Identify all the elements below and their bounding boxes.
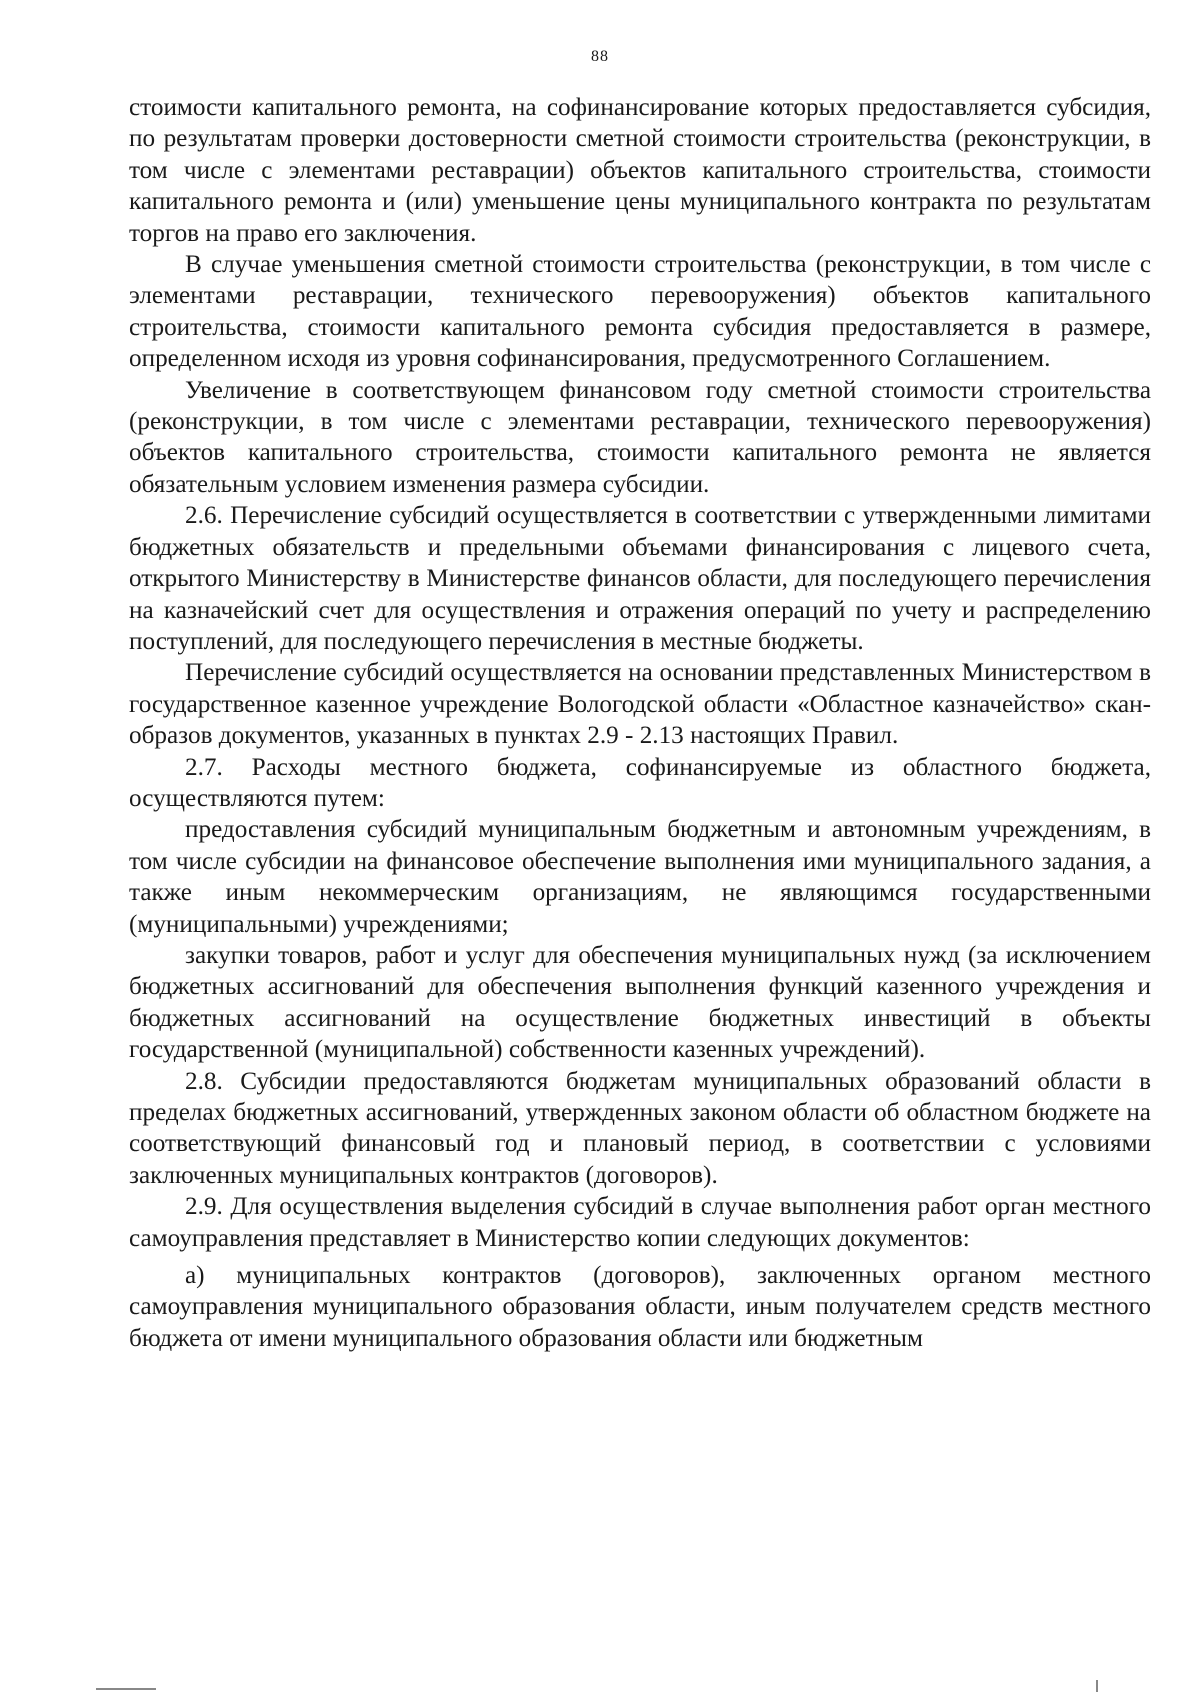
paragraph-estimate-decrease: В случае уменьшения сметной стоимости строительства (реконструкции, в том числе с элементами реставрации, технического перевооружения) объектов капитального строительства, стоимости капитального ремонта субсидия предоставляется в размере, определенном исходя из уровня софинансирования, предусмотренного Соглашением. [129, 251, 1151, 373]
paragraph-2-7: 2.7. Расходы местного бюджета, софинансируемые из областного бюджета, осуществляются путем: [129, 753, 1151, 812]
scan-artifact-bottom-left [96, 1688, 156, 1690]
scan-artifact-bottom-right [1096, 1680, 1098, 1692]
page-number: 88 [591, 48, 609, 65]
paragraph-2-9: 2.9. Для осуществления выделения субсидий в случае выполнения работ орган местного самоуправления представляет в Министерство копии следующих документов: [129, 1193, 1151, 1252]
paragraph-estimate-increase: Увеличение в соответствующем финансовом году сметной стоимости строительства (реконструкции, в том числе с элементами реставрации, технического перевооружения) объектов капитального строительства, стоимости капитального ремонта не является обязательным условием изменения размера субсидии. [129, 376, 1151, 498]
paragraph-2-7-procurement: закупки товаров, работ и услуг для обеспечения муниципальных нужд (за исключением бюджетных ассигнований для обеспечения выполнения функций казенного учреждения и бюджетных ассигнований на осуществление бюджетных инвестиций в объекты государственной (муниципальной) собственности казенных учреждений). [129, 941, 1151, 1064]
paragraph-2-8: 2.8. Субсидии предоставляются бюджетам муниципальных образований области в пределах бюджетных ассигнований, утвержденных законом области об областном бюджете на соответствующий финансовый год и плановый период, в соответствии с условиями заключенных муниципальных контрактов (договоров). [129, 1067, 1151, 1189]
document-body [129, 92, 1151, 1354]
paragraph-2-7-subsidies: предоставления субсидий муниципальным бюджетным и автономным учреждениям, в том числе субсидии на финансовое обеспечение выполнения ими муниципального задания, а также иным некоммерческим организациям, не являющимся государственными (муниципальными) учреждениями; [129, 816, 1151, 938]
paragraph-transfer-basis: Перечисление субсидий осуществляется на основании представленных Министерством в государственное казенное учреждение Вологодской области «Областное казначейство» скан-образов документов, указанных в пунктах 2.9 - 2.13 настоящих Правил. [129, 659, 1151, 750]
paragraph-2-6: 2.6. Перечисление субсидий осуществляется в соответствии с утвержденными лимитами бюджетных обязательств и предельными объемами финансирования с лицевого счета, открытого Министерству в Министерстве финансов области, для последующего перечисления на казначейский счет для осуществления и отражения операций по учету и распределению поступлений, для последующего перечисления в местные бюджеты. [129, 502, 1151, 655]
paragraph-2-9-a: а) муниципальных контрактов (договоров), заключенных органом местного самоуправления муниципального образования области, иным получателем средств местного бюджета от имени муниципального образования области или бюджетным [129, 1262, 1151, 1352]
paragraph-continuation: стоимости капитального ремонта, на софинансирование которых предоставляется субсидия, по результатам проверки достоверности сметной стоимости строительства (реконструкции, в том числе с элементами реставрации) объектов капитального строительства, стоимости капитального ремонта и (или) уменьшение цены муниципального контракта по результатам торгов на право его заключения. [129, 94, 1151, 247]
